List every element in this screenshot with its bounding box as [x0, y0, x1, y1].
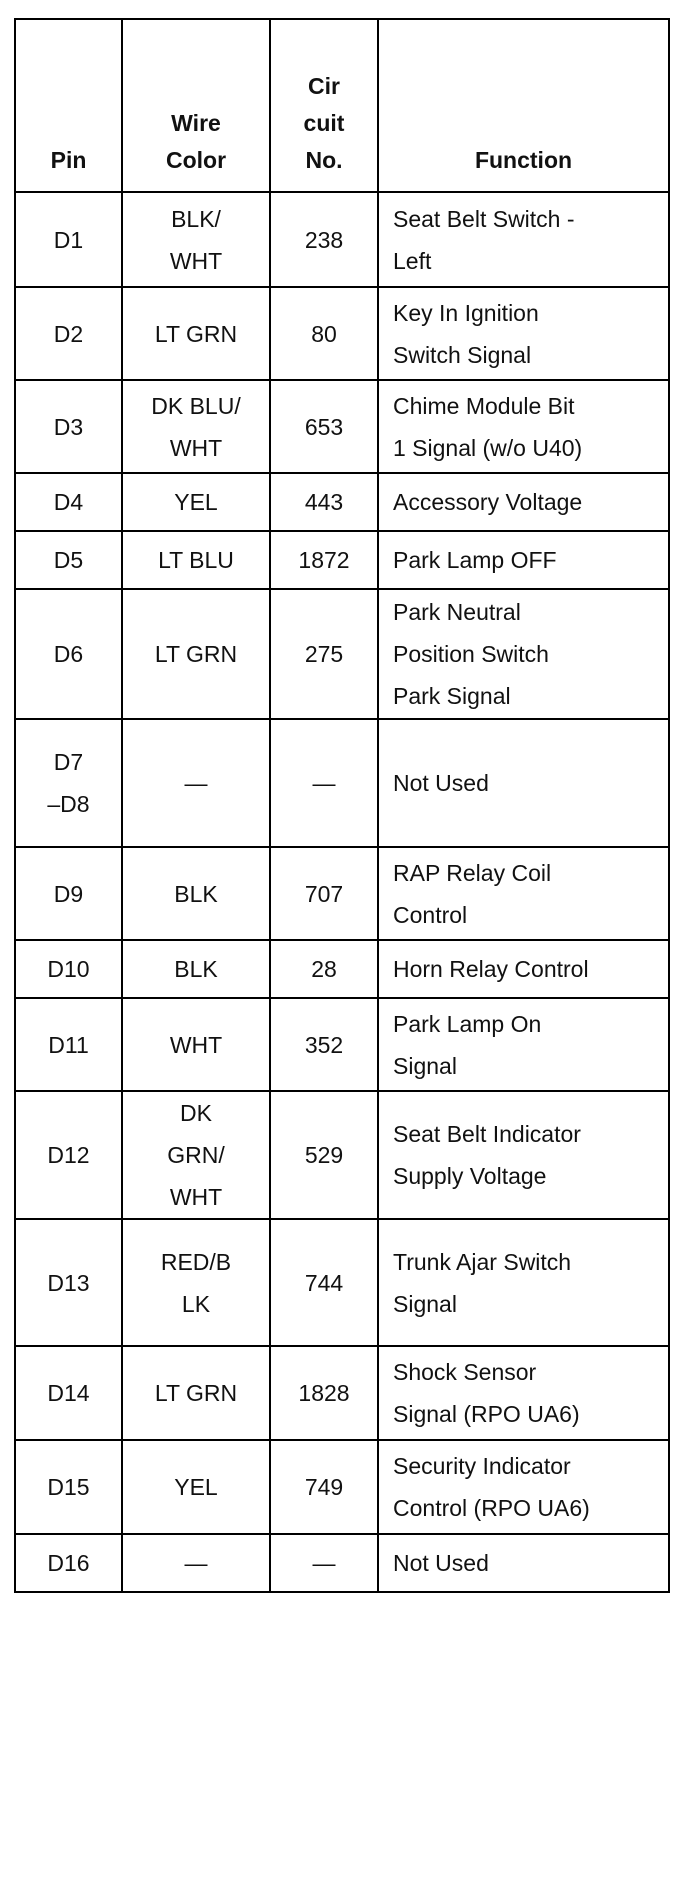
function-cell: Chime Module Bit 1 Signal (w/o U40) [378, 380, 669, 473]
header-function: Function [378, 19, 669, 192]
circuit-no-cell: 1872 [270, 531, 378, 589]
pin-cell: D12 [15, 1091, 122, 1219]
wire-color-cell: BLK [122, 847, 270, 940]
wire-color-cell: YEL [122, 473, 270, 531]
table-row [15, 847, 669, 940]
pin-cell: D3 [15, 380, 122, 473]
table-body [15, 192, 669, 1592]
circuit-no-cell: 28 [270, 940, 378, 998]
wire-color-cell: RED/B LK [122, 1219, 270, 1346]
function-cell: Not Used [378, 1534, 669, 1592]
table-row [15, 473, 669, 531]
function-cell: Horn Relay Control [378, 940, 669, 998]
table-row [15, 589, 669, 719]
pin-cell: D13 [15, 1219, 122, 1346]
header-circuit-no: Cir cuit No. [270, 19, 378, 192]
circuit-no-cell: 352 [270, 998, 378, 1091]
wire-color-cell: YEL [122, 1440, 270, 1534]
table-row [15, 1091, 669, 1219]
wire-color-cell: WHT [122, 998, 270, 1091]
wire-color-cell: BLK/ WHT [122, 192, 270, 287]
pin-cell: D9 [15, 847, 122, 940]
wire-color-cell: DK GRN/ WHT [122, 1091, 270, 1219]
circuit-no-cell: 529 [270, 1091, 378, 1219]
wire-color-cell: LT GRN [122, 287, 270, 380]
function-cell: RAP Relay Coil Control [378, 847, 669, 940]
header-pin: Pin [15, 19, 122, 192]
circuit-no-cell: 238 [270, 192, 378, 287]
wire-color-cell: LT GRN [122, 589, 270, 719]
circuit-no-cell: 749 [270, 1440, 378, 1534]
circuit-no-cell: 653 [270, 380, 378, 473]
table-row [15, 287, 669, 380]
table-row [15, 1440, 669, 1534]
table-row [15, 998, 669, 1091]
circuit-no-cell: — [270, 1534, 378, 1592]
pin-cell: D4 [15, 473, 122, 531]
table-row [15, 531, 669, 589]
function-cell: Park Lamp On Signal [378, 998, 669, 1091]
pin-cell: D5 [15, 531, 122, 589]
pin-cell: D7 –D8 [15, 719, 122, 847]
table-row [15, 940, 669, 998]
table-row [15, 1534, 669, 1592]
header-wire-color: Wire Color [122, 19, 270, 192]
function-cell: Park Lamp OFF [378, 531, 669, 589]
wire-color-cell: BLK [122, 940, 270, 998]
circuit-no-cell: 1828 [270, 1346, 378, 1440]
circuit-no-cell: 443 [270, 473, 378, 531]
wire-color-cell: LT BLU [122, 531, 270, 589]
table-header-row [15, 19, 669, 192]
table-row [15, 1219, 669, 1346]
pin-cell: D11 [15, 998, 122, 1091]
circuit-no-cell: 707 [270, 847, 378, 940]
pin-cell: D2 [15, 287, 122, 380]
pin-cell: D10 [15, 940, 122, 998]
table-row [15, 719, 669, 847]
function-cell: Shock Sensor Signal (RPO UA6) [378, 1346, 669, 1440]
pin-cell: D15 [15, 1440, 122, 1534]
pin-cell: D14 [15, 1346, 122, 1440]
wire-color-cell: DK BLU/ WHT [122, 380, 270, 473]
table-row [15, 1346, 669, 1440]
function-cell: Not Used [378, 719, 669, 847]
function-cell: Park Neutral Position Switch Park Signal [378, 589, 669, 719]
function-cell: Security Indicator Control (RPO UA6) [378, 1440, 669, 1534]
function-cell: Accessory Voltage [378, 473, 669, 531]
wire-color-cell: — [122, 1534, 270, 1592]
table-row [15, 380, 669, 473]
function-cell: Key In Ignition Switch Signal [378, 287, 669, 380]
circuit-no-cell: 744 [270, 1219, 378, 1346]
connector-pinout-table [14, 18, 670, 1593]
wire-color-cell: — [122, 719, 270, 847]
wire-color-cell: LT GRN [122, 1346, 270, 1440]
circuit-no-cell: — [270, 719, 378, 847]
function-cell: Seat Belt Indicator Supply Voltage [378, 1091, 669, 1219]
table-row [15, 192, 669, 287]
pin-cell: D16 [15, 1534, 122, 1592]
function-cell: Seat Belt Switch - Left [378, 192, 669, 287]
circuit-no-cell: 80 [270, 287, 378, 380]
function-cell: Trunk Ajar Switch Signal [378, 1219, 669, 1346]
pin-cell: D1 [15, 192, 122, 287]
circuit-no-cell: 275 [270, 589, 378, 719]
pin-cell: D6 [15, 589, 122, 719]
